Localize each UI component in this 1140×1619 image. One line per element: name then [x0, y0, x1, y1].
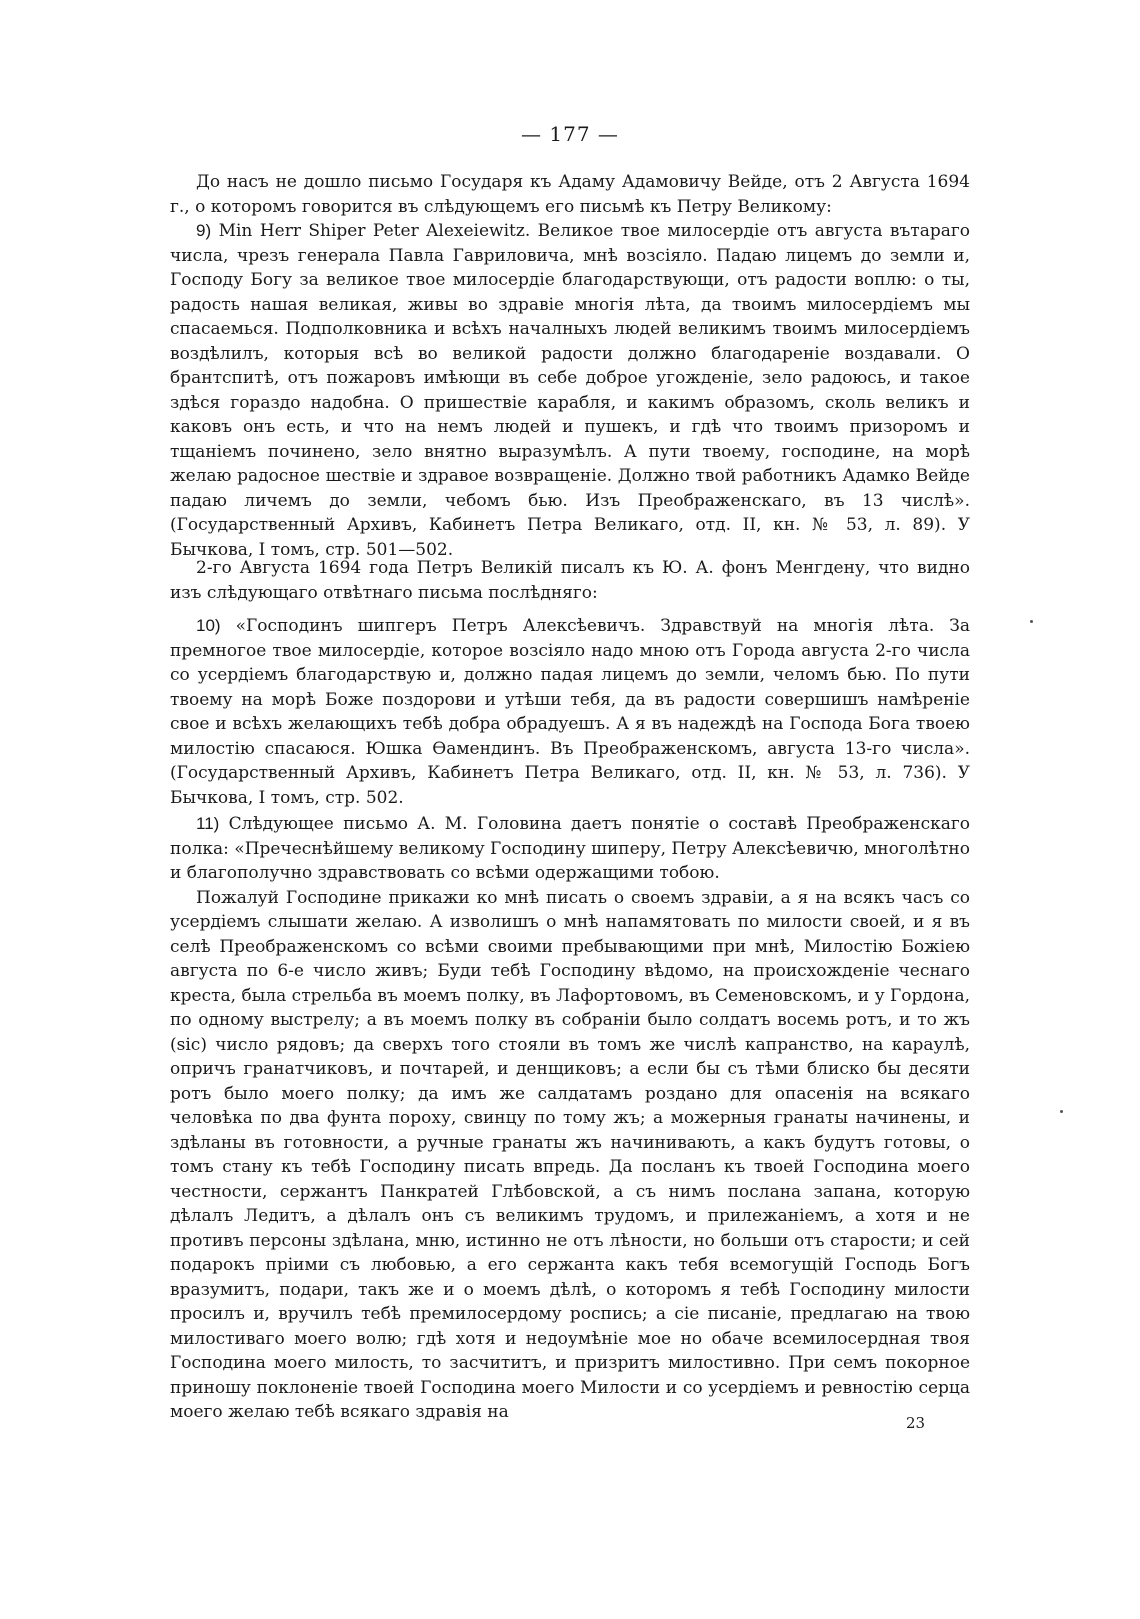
letter-10-block [170, 614, 970, 810]
page-number-header: — 177 — [521, 122, 619, 146]
letter-10-number: 10) [196, 616, 221, 635]
letter-11-number: 11) [196, 814, 220, 833]
intro-2-text: 2-го Августа 1694 года Петръ Великій писалъ къ Ю. А. фонъ Менгдену, что видно изъ слѣдующаго отвѣтнаго письма послѣдняго: [170, 558, 970, 603]
letter-9-number: 9) [196, 221, 212, 240]
letter-10-text: «Господинъ шипгеръ Петръ Алексѣевичъ. Здравствуй на многія лѣта. За премногое твое милосердіе, которое возсіяло надо мною отъ Города августа 2-го числа со усердіемъ благодарствую и, должно падая лицемъ до земли, челомъ бью. По пути твоему на морѣ Боже поздорови и утѣши тебя, да въ радости совершишъ намѣреніе свое и всѣхъ желающихъ тебѣ добра обрадуешъ. А я въ надеждѣ на Господа Бога твоею милостію спасаюся. Юшка Өамендинъ. Въ Преображенскомъ, августа 13-го числа». (Государственный Архивъ, Кабинетъ Петра Великаго, отд. II, кн. № 53, л. 736). У Бычкова, I томъ, стр. 502. [170, 616, 970, 808]
scan-speck [1060, 1110, 1063, 1113]
letter-9-paragraph [170, 219, 970, 562]
letter-11-body: Пожалуй Господине прикажи ко мнѣ писать о своемъ здравіи, а я на всякъ часъ со усердіемъ слышати желаю. А изволишъ о мнѣ напамятовать по милости своей, и я въ селѣ Преображенскомъ со всѣми своими пребывающими при мнѣ, Милостію Божіею августа по 6-е число живъ; Буди тебѣ Господину вѣдомо, на происхожденіе чеснаго креста, была стрельба въ моемъ полку, въ Лафортовомъ, въ Семеновскомъ, и у Гордона, по одному выстрелу; а въ моемъ полку въ собраніи было солдатъ восемь ротъ, и то жъ (sic) число рядовъ; да сверхъ того стояли въ томъ же числѣ капранство, на караулѣ, опричъ гранатчиковъ, и почтарей, и денщиковъ; а если бы съ тѣми блиско бы десяти ротъ было моего полку; да имъ же салдатамъ роздано для опасенія на всякаго человѣка по два фунта пороху, свинцу по тому жъ; а можерныя гранаты начинены, и здѣланы въ готовности, а ручные гранаты жъ начинивають, а какъ будутъ готовы, о томъ стану къ тебѣ Господину писать впредь. Да посланъ къ твоей Господина моего честности, сержантъ Панкратей Глѣбовской, а съ нимъ послана запана, которую дѣлалъ Ледитъ, а дѣлалъ онъ съ великимъ трудомъ, и прилежаніемъ, а хотя и не противъ персоны здѣлана, мню, истинно не отъ лѣности, но больши отъ старости; и сей подарокъ пріими съ любовью, а его сержанта какъ тебя всемогущій Господь Богъ вразумитъ, подари, такъ же и о моемъ дѣлѣ, о которомъ я тебѣ Господину милости просилъ и, вручилъ тебѣ премилосердому роспись; а сіе писаніе, предлагаю на твою милостиваго моего волю; гдѣ хотя и недоумѣніе мое но обаче всемилосердная твоя Господина моего милость, то засчититъ, и призритъ милостивно. При семъ покорное приношу поклоненіе твоей Господина моего Милости и со усердіемъ и ревностію серца моего желаю тебѣ всякаго здравія на [170, 887, 970, 1422]
letter-9-text: Min Herr Shiper Peter Alexeiewitz. Великое твое милосердіе отъ августа вътараго числа, чрезъ генерала Павла Гавриловича, мнѣ возсіяло. Падаю лицемъ до земли и, Господу Богу за великое твое милосердіе благодарствующи, отъ радости воплю: о ты, радость нашая великая, живы во здравіе многія лѣта, да твоимъ милосердіемъ мы спасаемься. Подполковника и всѣхъ началныхъ людей великимъ твоимъ милосердіемъ воздѣлилъ, которыя всѣ во великой радости должно благодареніе воздавали. О брантспитѣ, отъ пожаровъ имѣющи въ себе доброе угожденіе, зело радоюсь, и такое здѣся гораздо надобна. О пришествіе карабля, и какимъ образомъ, сколь великъ и каковъ онъ есть, и что на немъ людей и пушекъ, и гдѣ что твоимъ призоромъ и тщаніемъ починено, зело внятно выразумѣлъ. А пути твоему, господине, на морѣ желаю радосное шествіе и здравое возвращеніе. Должно твой работникъ Адамко Вейде падаю личемъ до земли, чебомъ бью. Изъ Преображенскаго, въ 13 числѣ». (Государственный Архивъ, Кабинетъ Петра Великаго, отд. II, кн. № 53, л. 89). У Бычкова, I томъ, стр. 501—502. [170, 221, 970, 560]
scan-speck [1030, 620, 1033, 623]
intro-2-paragraph [170, 556, 970, 605]
letter-11-block [170, 812, 970, 1425]
intro-text: До насъ не дошло письмо Государя къ Адаму Адамовичу Вейде, отъ 2 Августа 1694 г., о которомъ говорится въ слѣдующемъ его письмѣ къ Петру Великому: [170, 172, 970, 217]
signature-mark: 23 [906, 1414, 926, 1432]
letter-11-paragraph [170, 812, 970, 886]
letter-10-paragraph [170, 614, 970, 810]
letter-11-text: Слѣдующее письмо А. М. Головина даетъ понятіе о составѣ Преображенскаго полка: «Пречеснѣйшему великому Господину шиперу, Петру Алексѣевичю, многолѣтно и благополучно здравствовать со всѣми одержащими тобою. [170, 814, 970, 883]
letter-9-block [170, 219, 970, 562]
intro-paragraph [170, 170, 970, 219]
